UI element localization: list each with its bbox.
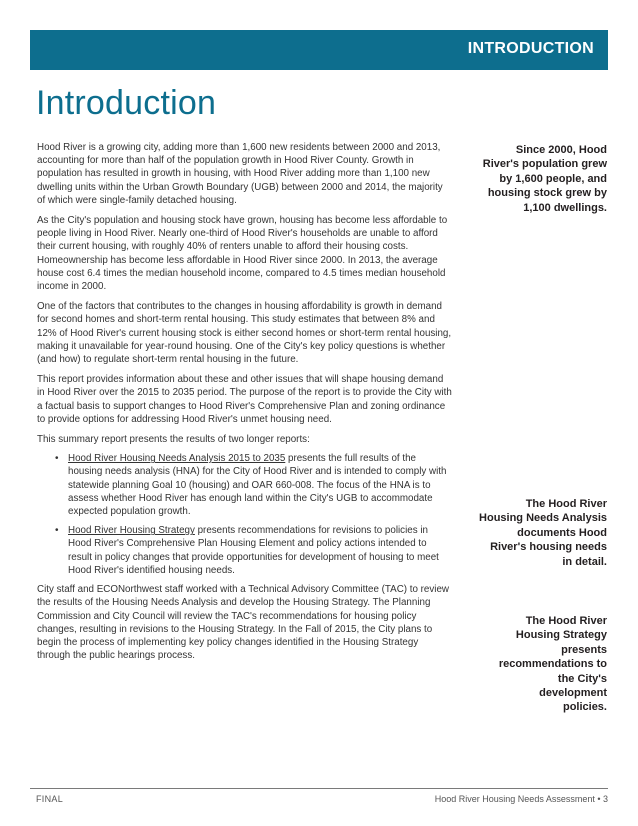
list-item (55, 452, 453, 518)
footer-divider (30, 788, 608, 789)
pull-quote: Since 2000, Hood River's population grew by 1,600 people, and housing stock grew by 1,100 dwellings. (482, 144, 607, 214)
list-item-text: presents recommendations for revisions to policies in Hood River's Comprehensive Plan Housing Element and policy actions intended to result in policy changes that provide opportunities for development of housing to meet Hood River's identified housing needs. (68, 525, 439, 576)
section-banner-label: INTRODUCTION (467, 40, 594, 57)
list-intro: This summary report presents the results of two longer reports: (37, 434, 310, 446)
main-text-column (37, 141, 453, 669)
body-paragraph: This report provides information about these and other issues that will shape housing demand in Hood River over the 2015 to 2035 period. The purpose of the report is to provide the City with a factual basis to support changes to Hood River's Comprehensive Plan and zoning ordinance to provide options for addressing Hood River's unmet housing need. (37, 374, 452, 425)
footer-page-info: Hood River Housing Needs Assessment • 3 (434, 794, 608, 804)
body-paragraph: Hood River is a growing city, adding more than 1,600 new residents between 2000 and 2013, accounting for more than half of the population growth in Hood River County. Growth in population has resulted in growth in housing, with Hood River adding more than 1,100 new dwelling units within the Urban Growth Boundary (UGB) between 2000 and 2014, the majority of which were single-family detached housing. (37, 142, 443, 206)
section-banner (30, 30, 608, 70)
report-reference[interactable]: Hood River Housing Strategy (68, 525, 195, 537)
bullet-icon: • (55, 453, 59, 465)
bullet-icon: • (55, 525, 59, 537)
list-item-text: presents the full results of the housing needs analysis (HNA) for the City of Hood River and is intended to comply with statewide planning Goal 10 (housing) and OAR 660-008. The focus of the HNA is to assess whether Hood River has enough land within the City's UGB to accommodate expected population growth. (68, 453, 447, 518)
body-paragraph: As the City's population and housing stock have grown, housing has become less affordable to people living in Hood River. Nearly one-third of Hood River's households are unable to afford their current housing, with roughly 40% of renters unable to afford their housing costs. Homeownership has become less affordable in Hood River since 2000. In 2013, the average house cost 6.4 times the median household income, compared to 4.5 times median household income in 2000. (37, 215, 448, 293)
report-list (37, 452, 453, 577)
page-title: Introduction (36, 84, 217, 122)
pull-quote: The Hood River Housing Strategy presents recommendations to the City's development policies. (498, 615, 607, 714)
body-paragraph: One of the factors that contributes to the changes in housing affordability is growth in demand for second homes and short-term rental housing. This study estimates that between 8% and 12% of Hood River's current housing stock is either second homes or short-term rental housing, making it unavailable for year-round housing. One of the City's key policy questions is whether (and how) to regulate short-term rental housing in the future. (37, 301, 452, 366)
report-reference[interactable]: Hood River Housing Needs Analysis 2015 to 2035 (68, 453, 286, 465)
footer-status: FINAL (36, 794, 64, 804)
pull-quote: The Hood River Housing Needs Analysis documents Hood River's housing needs in detail. (479, 498, 607, 568)
list-item (55, 524, 453, 577)
body-paragraph: City staff and ECONorthwest staff worked with a Technical Advisory Committee (TAC) to review the results of the Housing Needs Analysis and develop the Housing Strategy. The Planning Commission and City Council will review the TAC's recommendations for housing policy changes, resulting in revisions to the Housing Strategy. In the Fall of 2015, the City plans to begin the process of implementing key policy changes identified in the Housing Strategy through the public hearings process. (37, 584, 449, 662)
